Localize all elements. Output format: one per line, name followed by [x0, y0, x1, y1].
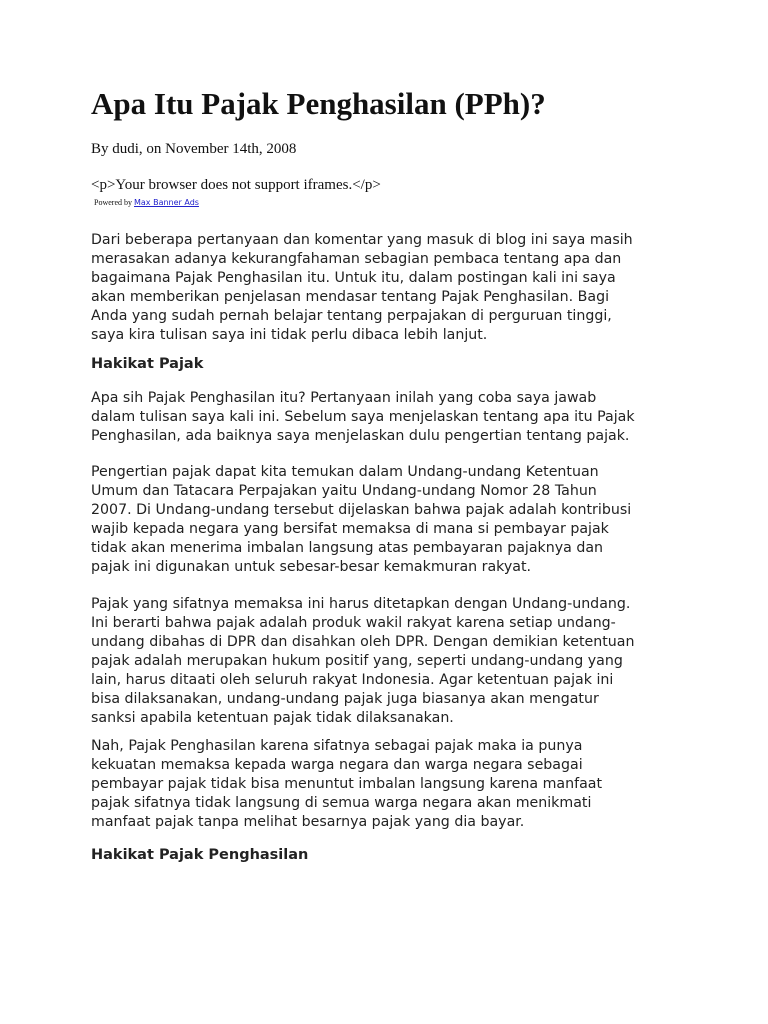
paragraph-line: tidak akan menerima imbalan langsung atas pembayaran pajaknya dan [91, 540, 604, 556]
paragraph-line: merasakan adanya kekurangfahaman sebagian pembaca tentang apa dan [91, 251, 622, 267]
max-banner-ads-link[interactable]: Max Banner Ads [134, 198, 199, 207]
heading-hakikat-pajak: Hakikat Pajak [91, 356, 204, 372]
paragraph-line: wajib kepada negara yang bersifat memaksa di mana si pembayar pajak [91, 521, 609, 537]
paragraph-line: akan memberikan penjelasan mendasar tentang Pajak Penghasilan. Bagi [91, 289, 610, 305]
paragraph-line: pembayar pajak tidak bisa menuntut imbalan langsung karena manfaat [91, 776, 603, 792]
powered-by-label: Powered by [94, 198, 132, 207]
paragraph-line: Anda yang sudah pernah belajar tentang perpajakan di perguruan tinggi, [91, 308, 612, 324]
paragraph-line: manfaat pajak tanpa melihat besarnya pajak yang dia bayar. [91, 814, 525, 830]
iframe-fallback-text: <p>Your browser does not support iframes.</p> [91, 177, 381, 193]
paragraph-line: Dari beberapa pertanyaan dan komentar yang masuk di blog ini saya masih [91, 232, 633, 248]
paragraph-line: Nah, Pajak Penghasilan karena sifatnya sebagai pajak maka ia punya [91, 738, 583, 754]
paragraph-line: dalam tulisan saya kali ini. Sebelum saya menjelaskan tentang apa itu Pajak [91, 409, 635, 425]
paragraph-line: bisa dilaksanakan, undang-undang pajak juga biasanya akan mengatur [91, 691, 599, 707]
paragraph [91, 595, 634, 728]
page-title: Apa Itu Pajak Penghasilan (PPh)? [91, 86, 546, 121]
paragraph-line: pajak ini digunakan untuk sebesar-besar kemakmuran rakyat. [91, 559, 532, 575]
paragraph-intro [91, 231, 633, 345]
paragraph-line: pajak adalah merupakan hukum positif yang, seperti undang-undang yang [91, 653, 623, 669]
paragraph-line: Pengertian pajak dapat kita temukan dalam Undang-undang Ketentuan [91, 464, 599, 480]
paragraph-line: Ini berarti bahwa pajak adalah produk wakil rakyat karena setiap undang- [91, 615, 616, 631]
paragraph-line: Penghasilan, ada baiknya saya menjelaskan dulu pengertian tentang pajak. [91, 428, 630, 444]
paragraph-line: lain, harus ditaati oleh seluruh rakyat Indonesia. Agar ketentuan pajak ini [91, 672, 614, 688]
paragraph-line: Apa sih Pajak Penghasilan itu? Pertanyaan inilah yang coba saya jawab [91, 390, 597, 406]
byline: By dudi, on November 14th, 2008 [91, 141, 297, 157]
paragraph-line: pajak sifatnya tidak langsung di semua warga negara akan menikmati [91, 795, 592, 811]
heading-hakikat-pajak-penghasilan: Hakikat Pajak Penghasilan [91, 847, 309, 863]
paragraph [91, 463, 631, 577]
paragraph-line: sanksi apabila ketentuan pajak tidak dilaksanakan. [91, 710, 454, 726]
paragraph [91, 737, 602, 832]
paragraph-line: bagaimana Pajak Penghasilan itu. Untuk itu, dalam postingan kali ini saya [91, 270, 616, 286]
paragraph-line: 2007. Di Undang-undang tersebut dijelaskan bahwa pajak adalah kontribusi [91, 502, 632, 518]
paragraph-line: Pajak yang sifatnya memaksa ini harus ditetapkan dengan Undang-undang. [91, 596, 631, 612]
paragraph-line: kekuatan memaksa kepada warga negara dan warga negara sebagai [91, 757, 583, 773]
paragraph-line: undang dibahas di DPR dan disahkan oleh DPR. Dengan demikian ketentuan [91, 634, 635, 650]
paragraph [91, 389, 635, 446]
paragraph-line: Umum dan Tatacara Perpajakan yaitu Undang-undang Nomor 28 Tahun [91, 483, 597, 499]
powered-by [94, 198, 199, 207]
paragraph-line: saya kira tulisan saya ini tidak perlu dibaca lebih lanjut. [91, 327, 488, 343]
